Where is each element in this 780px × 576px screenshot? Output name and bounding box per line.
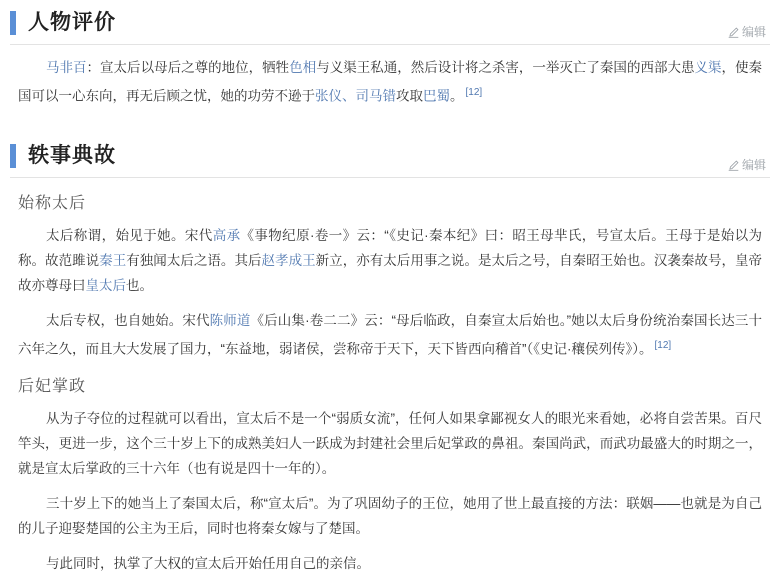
section-accent-bar — [10, 11, 16, 35]
text-fragment: 新立，亦有太后用事之说。是太后之号，自秦昭王始也。汉袭秦故号，皇帝故亦尊母曰 — [18, 252, 763, 293]
edit-label: 编辑 — [741, 25, 766, 39]
section-accent-bar — [10, 144, 16, 168]
link-chenshidao[interactable]: 陈师道 — [209, 312, 251, 328]
text-fragment: ：宣太后以母后之尊的地位，牺牲 — [86, 60, 290, 75]
pencil-icon — [728, 27, 739, 38]
link-qinwang[interactable]: 秦王 — [99, 252, 127, 268]
section-header-anecdotes — [10, 133, 770, 178]
pencil-icon — [728, 160, 739, 171]
link-bashu[interactable]: 巴蜀 — [423, 88, 450, 104]
text-fragment: 与义渠王私通，然后设计将之杀害，一举灭亡了秦国的西部大患 — [316, 60, 695, 75]
edit-section-evaluation-button[interactable] — [728, 23, 766, 40]
text-fragment: 太后称谓，始见于她。宋代 — [46, 227, 213, 243]
paragraph-evaluation-1 — [10, 55, 770, 109]
link-yiqu[interactable]: 义渠 — [694, 60, 722, 75]
text-fragment: 攻取 — [396, 88, 423, 104]
reference-marker[interactable]: [12] — [654, 339, 672, 351]
text-fragment: 《事物纪原·卷一》云：“《史记·秦本纪》曰：昭王母芈氏，号宣太后。王母于是始以为称。故范雎说 — [18, 227, 763, 268]
paragraph-anecdotes-1 — [10, 223, 770, 298]
link-zhangyi-simacuo[interactable]: 张仪、司马错 — [315, 88, 396, 104]
section-header-evaluation — [10, 0, 770, 45]
text-fragment: 《后山集·卷二二》云：“母后临政，自秦宣太后始也。”她以太后身份统治秦国长达三十六年之久，而且大大发展了国力，“东益地，弱诸侯，尝称帝于天下，天下皆西向稽首”（《史记·穰侯列传》）。 — [18, 312, 763, 356]
link-huangtaihou[interactable]: 皇太后 — [85, 277, 126, 293]
link-zhaoxiaochengwang[interactable]: 赵孝成王 — [261, 252, 316, 268]
link-ma-feibai[interactable]: 马非百 — [46, 60, 87, 75]
paragraph-anecdotes-5: 与此同时，执掌了大权的宣太后开始任用自己的亲信。 — [46, 556, 370, 571]
paragraph-anecdotes-2 — [10, 308, 770, 362]
section-title-anecdotes: 轶事典故 — [28, 143, 116, 167]
section-title-evaluation: 人物评价 — [28, 11, 116, 34]
subsection-title-houfeizhangzheng: 后妃掌政 — [18, 378, 87, 395]
link-sexiang[interactable]: 色相 — [289, 60, 317, 75]
paragraph-anecdotes-3: 从为子夺位的过程就可以看出，宣太后不是一个“弱质女流”，任何人如果拿鄙视女人的眼光来看她，必将自尝苦果。百尺竿头，更进一步，这个三十岁上下的成熟美妇人一跃成为封建社会里后妃掌政的鼻祖。秦国尚武，而武功最盛大的时期之一，就是宣太后掌政的三十六年（也有说是四十一年的）。 — [18, 411, 762, 476]
edit-section-anecdotes-button[interactable] — [728, 156, 766, 173]
link-gaocheng[interactable]: 高承 — [212, 227, 241, 243]
paragraph-anecdotes-4: 三十岁上下的她当上了秦国太后，称“宣太后”。为了巩固幼子的王位，她用了世上最直接的方法：联姻——也就是为自己的儿子迎娶楚国的公主为王后，同时也将秦女嫁与了楚国。 — [18, 496, 762, 536]
text-fragment: 太后专权，也自她始。宋代 — [46, 312, 210, 328]
text-fragment: 也。 — [126, 277, 153, 293]
edit-label: 编辑 — [741, 157, 766, 172]
reference-marker[interactable]: [12] — [465, 87, 483, 98]
text-fragment: 有独闻太后之语。其后 — [126, 252, 262, 268]
text-fragment: 。 — [450, 88, 464, 104]
subsection-title-shichengtaihou: 始称太后 — [18, 194, 87, 212]
text-fragment: ，使秦国可以一心东向，再无后顾之忧，她的功劳不逊于 — [18, 60, 763, 104]
